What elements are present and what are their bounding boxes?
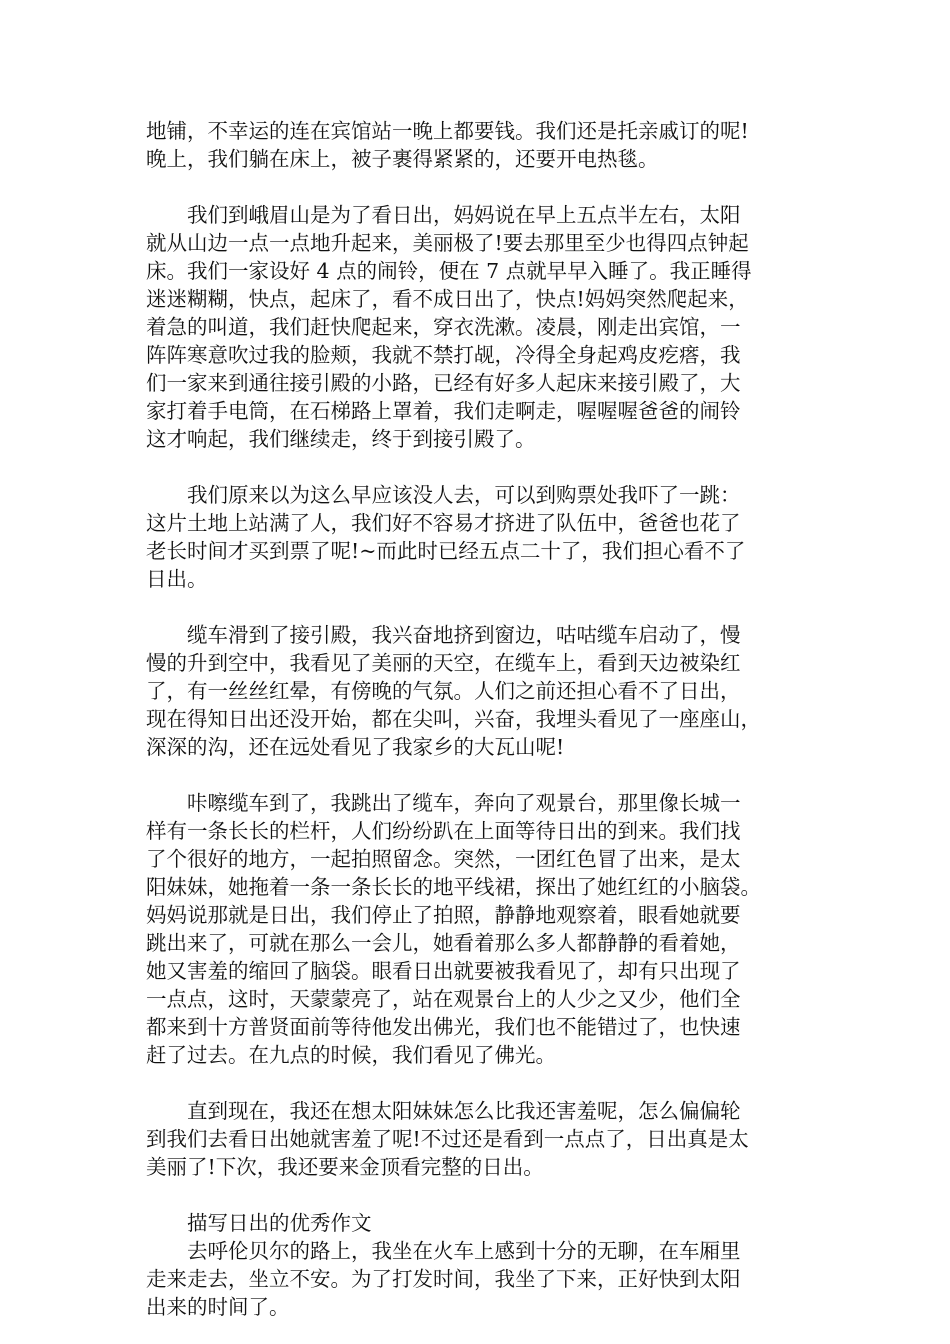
paragraph-conclusion: 直到现在，我还在想太阳妹妹怎么比我还害羞呢，怎么偏偏轮 到我们去看日出她就害羞了呢!不过还是看到一点点了，日出真是太 美丽了!下次，我还要来金顶看完整的日出。 — [146, 1099, 749, 1179]
paragraph-ticket-office: 我们原来以为这么早应该没人去，可以到购票处我吓了一跳： 这片土地上站满了人，我们好不容易才挤进了队伍中，爸爸也花了 老长时间才买到票了呢!~而此时已经五点二十了，我们担心看不了 日出。 — [146, 483, 746, 591]
paragraph-emei-sunrise: 我们到峨眉山是为了看日出，妈妈说在早上五点半左右，太阳 就从山边一点一点地升起来，美丽极了!要去那里至少也得四点钟起 床。我们一家设好 4 点的闹铃，便在 7 点就早早入睡了。我正睡得 迷迷糊糊，快点，起床了，看不成日出了，快点!妈妈突然爬起来， 着急的叫道，我们赶快爬起来，穿衣洗漱。凌晨，刚走出宾馆，一 阵阵寒意吹过我的脸颊，我就不禁打觇，冷得全身起鸡皮疙瘩，我 们一家来到通往接引殿的小路，已经有好多人起床来接引殿了，大 家打着手电筒，在石梯路上罩着，我们走啊走，喔喔喔爸爸的闹铃 这才响起，我们继续走，终于到接引殿了。 — [146, 203, 752, 451]
paragraph-observation-deck: 咔嚓缆车到了，我跳出了缆车，奔向了观景台，那里像长城一 样有一条长长的栏杆，人们纷纷趴在上面等待日出的到来。我们找 了个很好的地方，一起拍照留念。突然，一团红色冒了出来，是太 阳妹妹，她拖着一条一条长长的地平线裙，探出了她红红的小脑袋。 妈妈说那就是日出，我们停止了拍照，静静地观察着，眼看她就要 跳出来了，可就在那么一会儿，她看着那么多人都静静的看着她， 她又害羞的缩回了脑袋。眼看日出就要被我看见了，却有只出现了 一点点，这时，天蒙蒙亮了，站在观景台上的人少之又少，他们全 都来到十方普贤面前等待他发出佛光，我们也不能错过了，也快速 赶了过去。在九点的时候，我们看见了佛光。 — [146, 791, 761, 1067]
paragraph-gap — [146, 453, 812, 481]
paragraph-gap — [146, 761, 812, 789]
paragraph-continuation: 地铺，不幸运的连在宾馆站一晚上都要钱。我们还是托亲戚订的呢! 晚上，我们躺在床上，被子裹得紧紧的，还要开电热毯。 — [146, 119, 749, 171]
paragraph-gap — [146, 1181, 812, 1209]
paragraph-gap — [146, 593, 812, 621]
paragraph-gap — [146, 173, 812, 201]
paragraph-cable-car: 缆车滑到了接引殿，我兴奋地挤到窗边，咕咕缆车启动了，慢 慢的升到空中，我看见了美丽的天空，在缆车上，看到天边被染红 了，有一丝丝红晕，有傍晚的气氛。人们之前还担心看不了日出， 现在得知日出还没开始，都在尖叫，兴奋，我埋头看见了一座座山， 深深的沟，还在远处看见了我家乡的大瓦山呢! — [146, 623, 761, 759]
document-body — [146, 117, 812, 1321]
section-heading: 描写日出的优秀作文 — [187, 1211, 372, 1235]
paragraph-hulunbuir: 去呼伦贝尔的路上，我坐在火车上感到十分的无聊，在车厢里 走来走去，坐立不安。为了打发时间，我坐了下来，正好快到太阳 出来的时间了。 — [146, 1239, 741, 1319]
paragraph-gap — [146, 1069, 812, 1097]
